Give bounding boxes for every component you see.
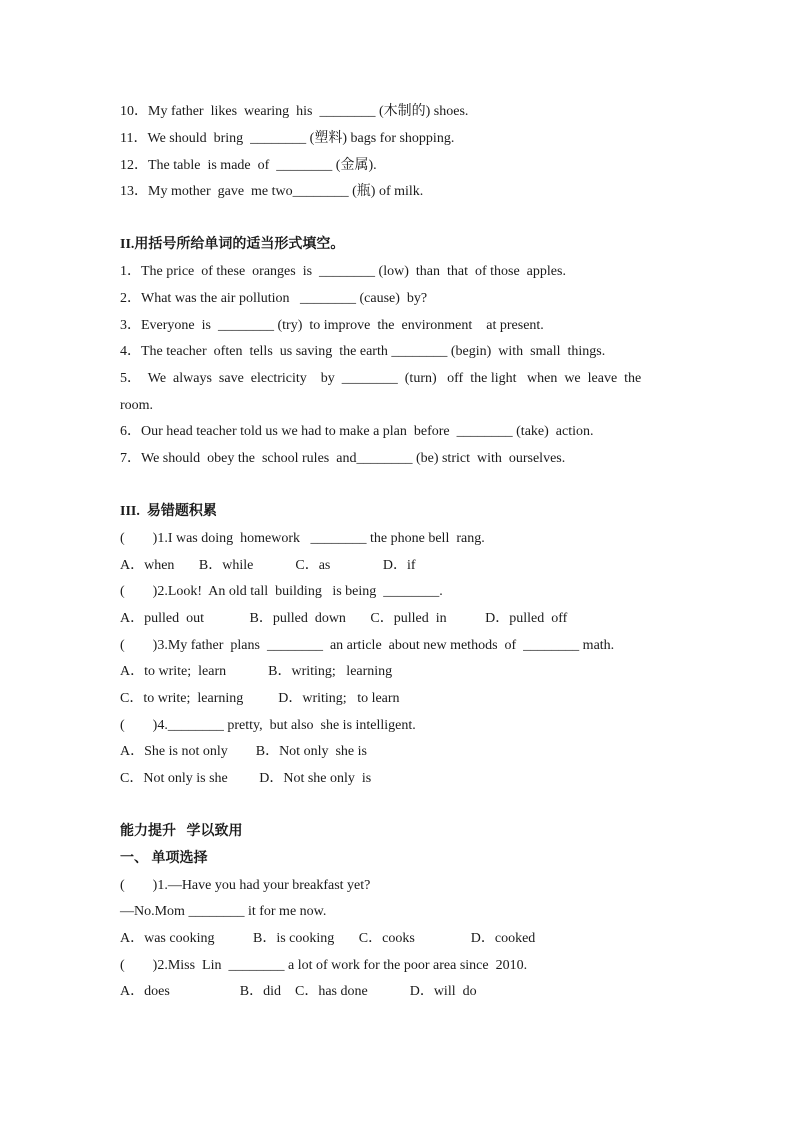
list-item: A．to write; learn B．writing; learning bbox=[120, 664, 393, 679]
list-item: 1．The price of these oranges is ________ (low) than that of those apples. bbox=[120, 264, 566, 279]
list-item: —No.Mom ________ it for me now. bbox=[120, 904, 327, 919]
section-2-title: II.用括号所给单词的适当形式填空。 bbox=[120, 237, 345, 252]
list-item: ( )1.—Have you had your breakfast yet? bbox=[120, 878, 371, 893]
list-item: A．when B．while C．as D．if bbox=[120, 558, 416, 573]
list-item: 7．We should obey the school rules and________ (be) strict with ourselves. bbox=[120, 451, 566, 466]
list-item: 3．Everyone is ________ (try) to improve the environment at present. bbox=[120, 318, 544, 333]
question-13: 13．My mother gave me two________ (瓶) of milk. bbox=[120, 184, 424, 199]
list-item: 5． We always save electricity by ________ (turn) off the light when we leave the bbox=[120, 371, 642, 386]
list-item: A．does B．did C．has done D．will do bbox=[120, 984, 477, 999]
list-item: ( )2.Look! An old tall building is being ________. bbox=[120, 584, 443, 599]
list-item: 6．Our head teacher told us we had to make a plan before ________ (take) action. bbox=[120, 424, 594, 439]
list-item: ( )4.________ pretty, but also she is intelligent. bbox=[120, 718, 416, 733]
list-item: 2．What was the air pollution ________ (cause) by? bbox=[120, 291, 428, 306]
section-4-title: 能力提升 学以致用 bbox=[120, 824, 243, 839]
list-item: C．Not only is she D．Not she only is bbox=[120, 771, 372, 786]
list-item: room. bbox=[120, 398, 154, 413]
list-item: C．to write; learning D．writing; to learn bbox=[120, 691, 400, 706]
list-item: 4．The teacher often tells us saving the earth ________ (begin) with small things. bbox=[120, 344, 606, 359]
list-item: A．pulled out B．pulled down C．pulled in D．pulled off bbox=[120, 611, 568, 626]
list-item: ( )1.I was doing homework ________ the phone bell rang. bbox=[120, 531, 485, 546]
section-4-subtitle: 一、 单项选择 bbox=[120, 851, 208, 866]
question-11: 11．We should bring ________ (塑料) bags for shopping. bbox=[120, 131, 455, 146]
question-12: 12．The table is made of ________ (金属). bbox=[120, 158, 377, 173]
list-item: A．was cooking B．is cooking C．cooks D．cooked bbox=[120, 931, 536, 946]
list-item: ( )3.My father plans ________ an article about new methods of ________ math. bbox=[120, 638, 615, 653]
list-item: A．She is not only B．Not only she is bbox=[120, 744, 367, 759]
question-10: 10．My father likes wearing his ________ (木制的) shoes. bbox=[120, 104, 469, 119]
list-item: ( )2.Miss Lin ________ a lot of work for the poor area since 2010. bbox=[120, 958, 528, 973]
section-3-title: III. 易错题积累 bbox=[120, 504, 217, 519]
